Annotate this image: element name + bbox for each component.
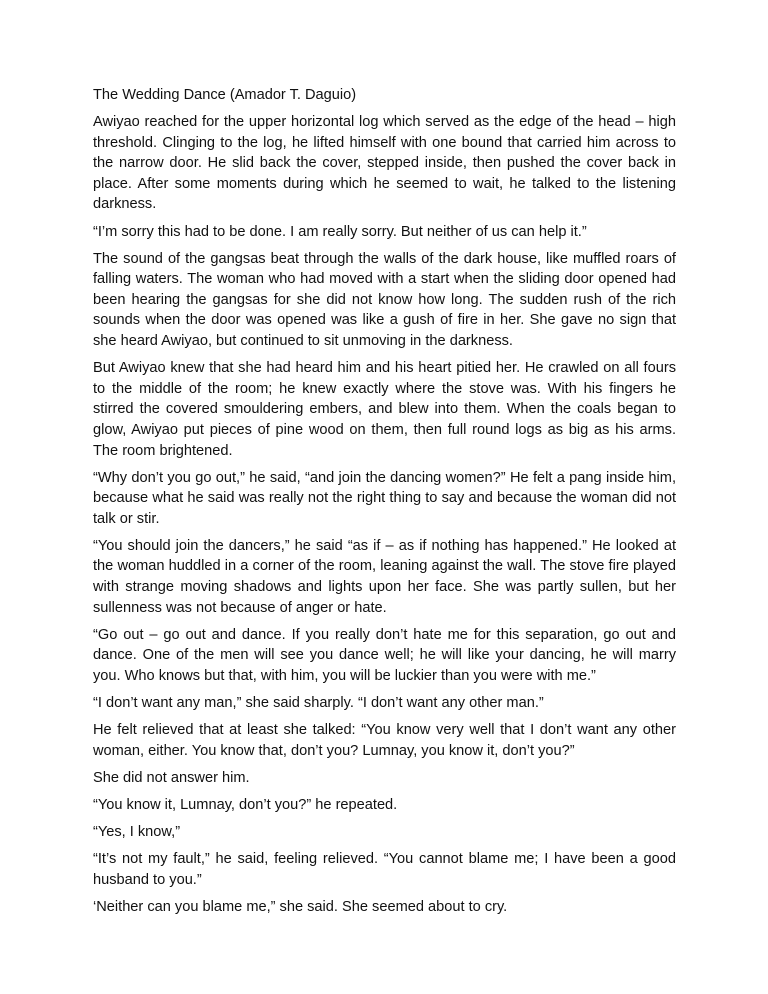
paragraph: “You know it, Lumnay, don’t you?” he repeated. [93, 796, 398, 813]
paragraph: He felt relieved that at least she talked: “You know very well that I don’t want any other woman, either. You know that, don’t you? Lumnay, you know it, don’t you?” [93, 722, 676, 759]
paragraph: “You should join the dancers,” he said “as if – as if nothing has happened.” He looked at the woman huddled in a corner of the room, leaning against the wall. The stove fire played with strange moving shadows and lights upon her face. She was partly sullen, but her sullenness was not because of anger or hate. [93, 537, 676, 616]
paragraph: “I don’t want any man,” she said sharply. “I don’t want any other man.” [93, 695, 544, 712]
paragraph: She did not answer him. [93, 769, 250, 786]
paragraph: ‘Neither can you blame me,” she said. She seemed about to cry. [93, 898, 508, 915]
paragraph: “Yes, I know,” [93, 824, 181, 840]
paragraph: Awiyao reached for the upper horizontal log which served as the edge of the head – high threshold. Clinging to the log, he lifted himself with one bound that carried him across to the narrow door. He slid back the cover, stepped inside, then pushed the cover back in place. After some moments during which he seemed to wait, he talked to the listening darkness. [93, 114, 676, 213]
paragraph: But Awiyao knew that she had heard him and his heart pitied her. He crawled on all fours to the middle of the room; he knew exactly where the stove was. With his fingers he stirred the covered smouldering embers, and blew into them. When the coals began to glow, Awiyao put pieces of pine wood on them, then full round logs as big as his arms. The room brightened. [93, 360, 676, 459]
paragraph: “It’s not my fault,” he said, feeling relieved. “You cannot blame me; I have been a good husband to you.” [93, 851, 676, 888]
paragraph: The sound of the gangsas beat through the walls of the dark house, like muffled roars of falling waters. The woman who had moved with a start when the sliding door opened had been hearing the gangsas for she did not know how long. The sudden rush of the rich sounds when the door was opened was like a gush of fire in her. She gave no sign that she heard Awiyao, but continued to sit unmoving in the darkness. [93, 250, 676, 350]
paragraph: “I’m sorry this had to be done. I am really sorry. But neither of us can help it.” [93, 223, 587, 240]
paragraph: “Go out – go out and dance. If you really don’t hate me for this separation, go out and dance. One of the men will see you dance well; he will like your dancing, he will marry you. Who knows but that, with him, you will be luckier than you were with me.” [93, 626, 676, 684]
document-title: The Wedding Dance (Amador T. Daguio) [93, 87, 357, 103]
paragraph: “Why don’t you go out,” he said, “and join the dancing women?” He felt a pang inside him, because what he said was really not the right thing to say and because the woman did not talk or stir. [93, 469, 676, 527]
